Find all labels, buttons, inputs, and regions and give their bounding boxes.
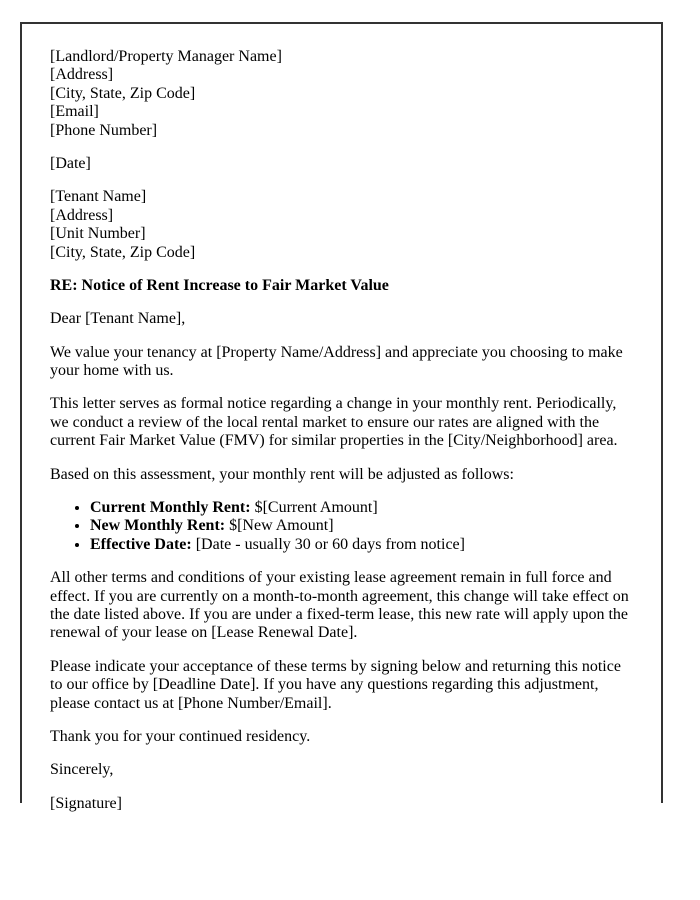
- letter-frame: [20, 22, 663, 812]
- sender-address-block: [50, 48, 633, 140]
- new-rent-item: [90, 517, 633, 535]
- sender-name-line: [Landlord/Property Manager Name]: [50, 48, 282, 65]
- salutation: Dear [Tenant Name],: [50, 310, 186, 328]
- date-line: [Date]: [50, 154, 91, 172]
- new-rent-value: $[New Amount]: [225, 517, 334, 535]
- subject-line: RE: Notice of Rent Increase to Fair Market Value: [50, 276, 389, 294]
- signature-placeholder: [Signature]: [50, 794, 122, 812]
- effective-date-label: Effective Date:: [90, 535, 192, 553]
- rent-details-list: [50, 499, 633, 554]
- current-rent-item: [90, 499, 633, 517]
- closing: Sincerely,: [50, 761, 114, 779]
- recipient-address-line: [Address]: [50, 206, 114, 224]
- recipient-unit-line: [Unit Number]: [50, 225, 146, 243]
- recipient-address-block: [50, 188, 633, 262]
- paragraph-terms: All other terms and conditions of your existing lease agreement remain in full force and effect. If you are currently on a month-to-month agreement, this change will take effect on the date listed above. If you are under a fixed-term lease, this new rate will apply upon the renewal of your lease on [Lease Renewal Date].: [50, 569, 629, 642]
- current-rent-value: $[Current Amount]: [250, 499, 378, 517]
- effective-date-item: [90, 536, 633, 554]
- current-rent-label: Current Monthly Rent:: [90, 499, 251, 517]
- sender-phone-line: [Phone Number]: [50, 121, 158, 139]
- sender-city-state-zip-line: [City, State, Zip Code]: [50, 84, 196, 102]
- sender-address-line: [Address]: [50, 66, 114, 84]
- paragraph-lead-in: Based on this assessment, your monthly rent will be adjusted as follows:: [50, 465, 514, 483]
- paragraph-acceptance: Please indicate your acceptance of these terms by signing below and returning this notice to our office by [Deadline Date]. If you have any questions regarding this adjustment, please contact us at [Phone Number/Email].: [50, 657, 621, 712]
- paragraph-intro: We value your tenancy at [Property Name/Address] and appreciate you choosing to make your home with us.: [50, 343, 623, 380]
- effective-date-value: [Date - usually 30 or 60 days from notice]: [191, 535, 465, 553]
- sender-email-line: [Email]: [50, 103, 99, 121]
- paragraph-notice: This letter serves as formal notice regarding a change in your monthly rent. Periodically, we conduct a review of the local rental market to ensure our rates are aligned with the current Fair Market Value (FMV) for similar properties in the [City/Neighborhood] area.: [50, 395, 618, 450]
- new-rent-label: New Monthly Rent:: [90, 517, 226, 535]
- recipient-city-state-zip-line: [City, State, Zip Code]: [50, 243, 196, 261]
- recipient-name-line: [Tenant Name]: [50, 188, 147, 206]
- paragraph-thanks: Thank you for your continued residency.: [50, 727, 311, 745]
